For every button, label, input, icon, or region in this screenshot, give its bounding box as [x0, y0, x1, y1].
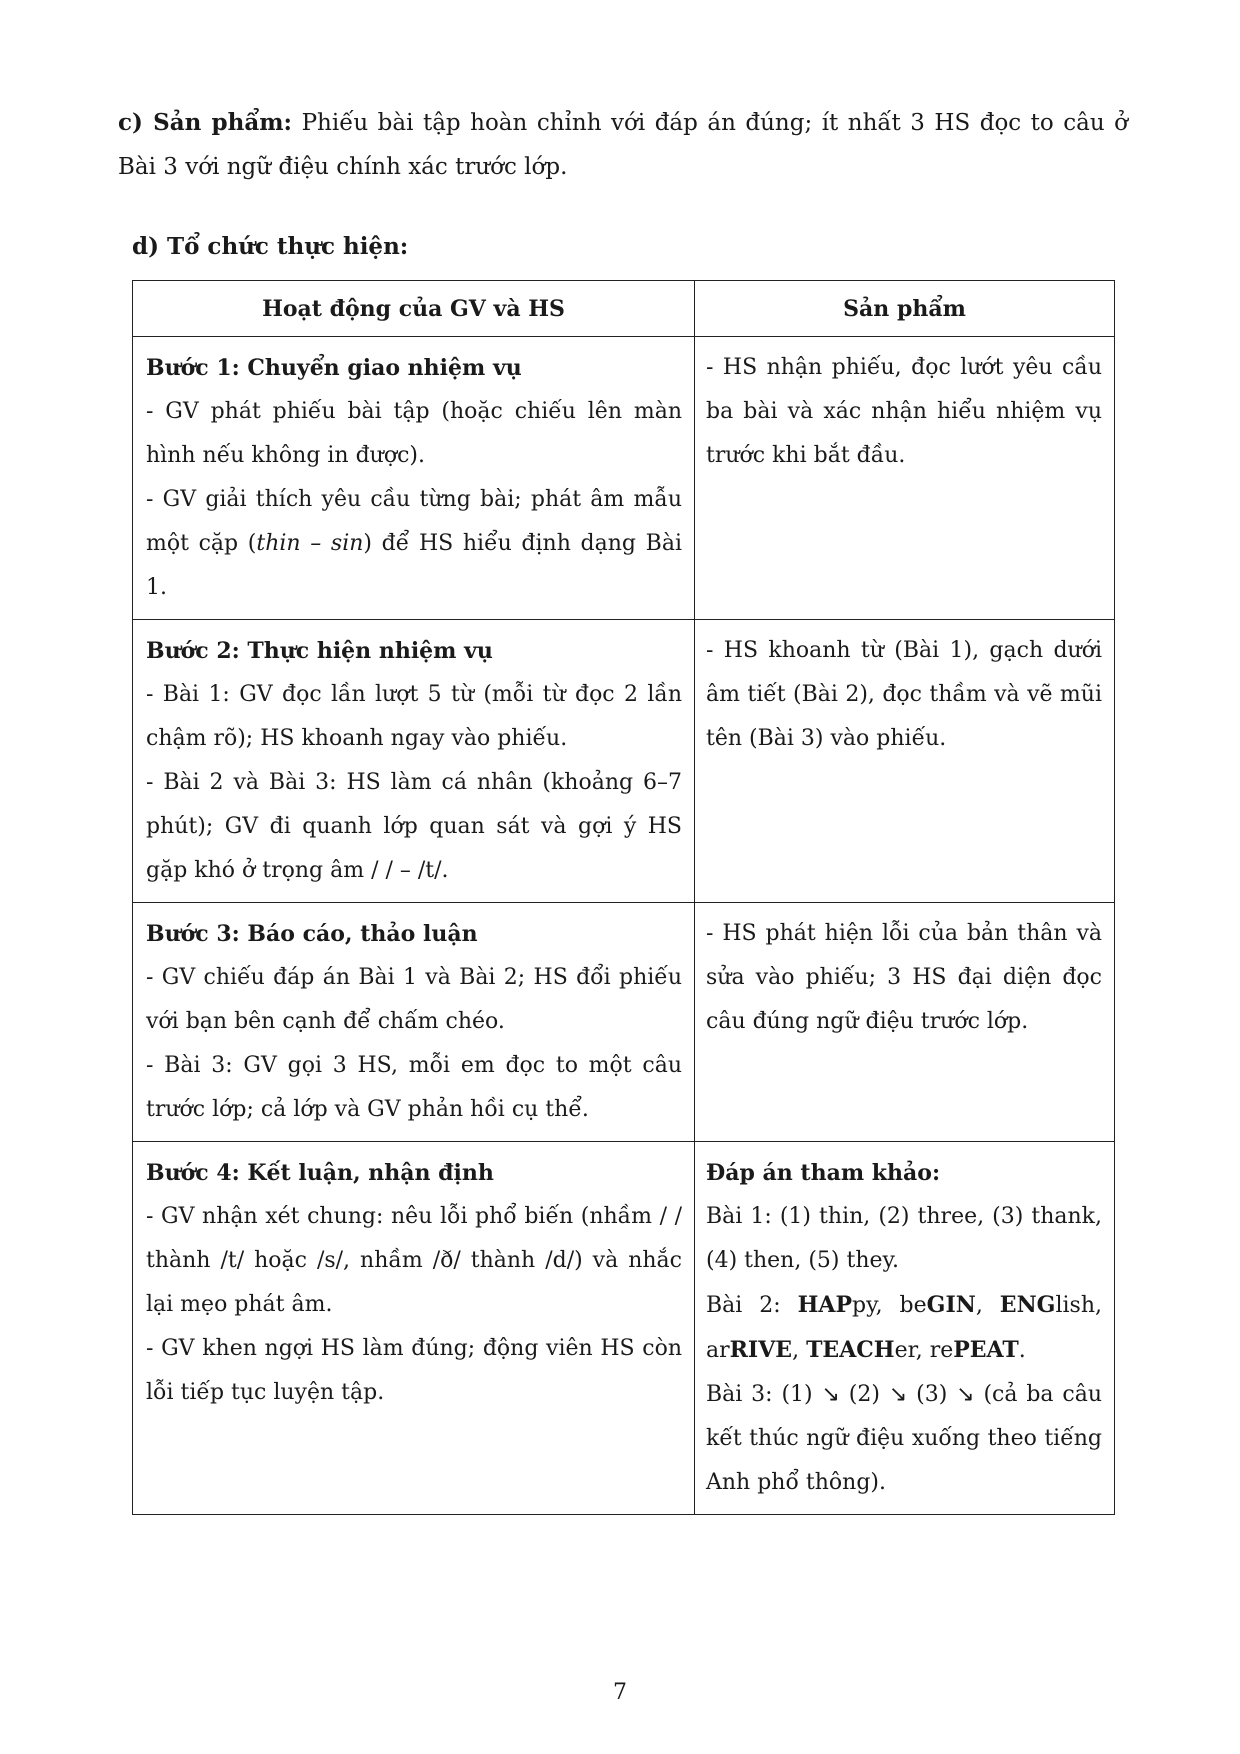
- answer-bai2: [706, 1283, 1102, 1373]
- activity-line: - GV phát phiếu bài tập (hoặc chiếu lên màn hình nếu không in được).: [146, 399, 682, 468]
- word-rest: ar: [706, 1338, 730, 1363]
- example-pair: thin – sin: [256, 531, 364, 556]
- product-text: - HS phát hiện lỗi của bản thân và sửa vào phiếu; 3 HS đại diện đọc câu đúng ngữ điệu trước lớp.: [706, 921, 1102, 1034]
- answer-key-cell: [695, 1142, 1115, 1515]
- step-title: Bước 4: Kết luận, nhận định: [146, 1160, 494, 1186]
- product-cell: [695, 337, 1115, 620]
- activity-cell: [133, 620, 695, 903]
- item-number: (1): [781, 1382, 822, 1407]
- product-cell: [695, 903, 1115, 1142]
- page-number: 7: [613, 1680, 627, 1705]
- word-rest: be: [899, 1293, 927, 1318]
- product-cell: [695, 620, 1115, 903]
- table-header-row: [133, 281, 1115, 337]
- product-label: c) Sản phẩm:: [118, 109, 293, 136]
- word-rest: lish,: [1055, 1293, 1102, 1318]
- bai3-note: (cả ba câu kết thúc ngữ điệu xuống theo tiếng Anh phổ thông).: [706, 1382, 1102, 1495]
- activity-line: - Bài 2 và Bài 3: HS làm cá nhân (khoảng 6–7 phút); GV đi quanh lớp quan sát và gợi ý HS gặp khó ở trọng âm / / – /t/.: [146, 770, 682, 883]
- falling-arrow-icon: ↘: [956, 1382, 975, 1407]
- activity-cell: [133, 1142, 695, 1515]
- answer-bai1: Bài 1: (1) thin, (2) three, (3) thank, (4) then, (5) they.: [706, 1204, 1102, 1273]
- product-text: - HS khoanh từ (Bài 1), gạch dưới âm tiết (Bài 2), đọc thầm và vẽ mũi tên (Bài 3) vào phiếu.: [706, 638, 1102, 751]
- stress-syllable: RIVE: [729, 1337, 793, 1363]
- activity-line: - Bài 3: GV gọi 3 HS, mỗi em đọc to một câu trước lớp; cả lớp và GV phản hồi cụ thể.: [146, 1053, 682, 1122]
- word-separator: ,: [975, 1293, 1000, 1318]
- product-text: Phiếu bài tập hoàn chỉnh với đáp án đúng; ít nhất 3 HS đọc to câu ở Bài 3 với ngữ điệu chính xác trước lớp.: [118, 110, 1129, 180]
- table-row: [133, 1142, 1115, 1515]
- activity-line: - GV chiếu đáp án Bài 1 và Bài 2; HS đổi phiếu với bạn bên cạnh để chấm chéo.: [146, 965, 682, 1034]
- step-title: Bước 3: Báo cáo, thảo luận: [146, 921, 478, 947]
- word-rest: er,: [894, 1338, 930, 1363]
- product-paragraph: [118, 101, 1128, 189]
- stress-syllable: TEACH: [806, 1337, 895, 1363]
- activity-table: [132, 280, 1115, 1515]
- answer-key-heading: Đáp án tham khảo:: [706, 1160, 941, 1186]
- answer-bai3: [706, 1373, 1102, 1505]
- activity-line: - Bài 1: GV đọc lần lượt 5 từ (mỗi từ đọc 2 lần chậm rõ); HS khoanh ngay vào phiếu.: [146, 682, 682, 751]
- stress-syllable: PEAT: [953, 1337, 1019, 1363]
- item-number: (2): [839, 1382, 889, 1407]
- bai3-label: Bài 3:: [706, 1382, 782, 1407]
- table-row: [133, 903, 1115, 1142]
- falling-arrow-icon: ↘: [888, 1382, 908, 1407]
- section-heading: d) Tổ chức thực hiện:: [132, 233, 409, 260]
- word-separator: .: [1018, 1338, 1026, 1363]
- stress-syllable: HAP: [797, 1292, 853, 1318]
- word-rest: py,: [852, 1293, 900, 1318]
- header-activity: Hoạt động của GV và HS: [133, 281, 695, 337]
- stress-syllable: GIN: [926, 1292, 976, 1318]
- header-product: Sản phẩm: [695, 281, 1115, 337]
- item-number: (3): [907, 1382, 957, 1407]
- activity-cell: [133, 903, 695, 1142]
- activity-line: - GV nhận xét chung: nêu lỗi phổ biến (nhầm / / thành /t/ hoặc /s/, nhầm /ð/ thành /d/) và nhắc lại mẹo phát âm.: [146, 1204, 682, 1317]
- activity-text: - GV giải thích yêu cầu từng bài; phát âm mẫu một cặp (: [146, 487, 682, 556]
- word-rest: re: [929, 1338, 954, 1363]
- step-title: Bước 2: Thực hiện nhiệm vụ: [146, 638, 493, 664]
- bai2-label: Bài 2:: [706, 1293, 798, 1318]
- table-row: [133, 337, 1115, 620]
- activity-line: [146, 478, 682, 610]
- word-separator: ,: [792, 1338, 807, 1363]
- step-title: Bước 1: Chuyển giao nhiệm vụ: [146, 355, 522, 381]
- product-text: - HS nhận phiếu, đọc lướt yêu cầu ba bài và xác nhận hiểu nhiệm vụ trước khi bắt đầu.: [706, 355, 1102, 468]
- table-row: [133, 620, 1115, 903]
- activity-text: ) để HS hiểu định dạng Bài 1.: [146, 531, 682, 600]
- activity-line: - GV khen ngợi HS làm đúng; động viên HS còn lỗi tiếp tục luyện tập.: [146, 1336, 682, 1405]
- activity-cell: [133, 337, 695, 620]
- stress-syllable: ENG: [999, 1292, 1056, 1318]
- falling-arrow-icon: ↘: [821, 1382, 840, 1407]
